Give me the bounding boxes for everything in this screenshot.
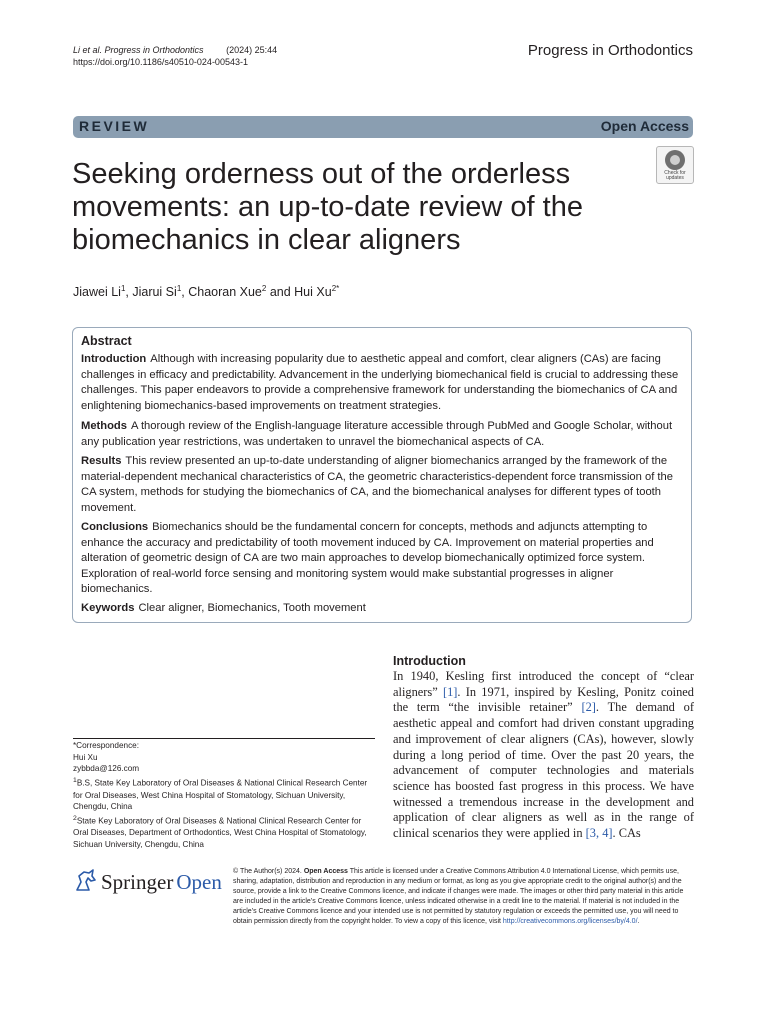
license-text: © The Author(s) 2024. Open Access This article is licensed under a Creative Commons Attribution 4.0 International License, which permits use, sharing, adaptation, distribution and reproduction in any medium or format, as long as you give appropriate credit to the original author(s) and the source, provide a link to the Creative Commons licence, and indicate if changes were made. The images or other third party material in this article are included in the article’s Creative Commons licence, unless indicated otherwise in a credit line to the material. If material is not included in the article’s Creative Commons licence and your intended use is not permitted by statutory regulation or exceeds the permitted use, you will need to obtain permission directly from the copyright holder. To view a copy of this licence, visit http://creativecommons.org/licenses/by/4.0/. <box>233 868 684 925</box>
springer-horse-icon <box>73 868 99 894</box>
badge-line-2: updates <box>666 175 684 181</box>
footnote-divider <box>73 738 375 739</box>
citation-issue: (2024) 25:44 <box>226 45 278 55</box>
abstract-heading: Abstract <box>81 334 132 348</box>
check-for-updates-icon <box>665 150 685 170</box>
publisher-name: Springer <box>101 870 174 894</box>
citation-ref[interactable]: [2] <box>581 700 596 715</box>
abstract-conclusions: Conclusions Biomechanics should be the fundamental concern for concepts, methods and adjuncts attempting to enhance the accuracy and predictability of tooth movement induced by CA. Improvement on material properties and alteration of geometric design of CA are two main approaches to develop biomechanically optimized force system. Exploration of real-world force sensing and monitoring system would make substantial progresses in aligner biomechanics. <box>81 521 654 595</box>
article-title: Seeking orderness out of the orderless movements: an up-to-date review of the biomechanics in clear aligners <box>72 158 583 256</box>
author-name[interactable]: Chaoran Xue <box>188 285 262 300</box>
citation-authors: Li et al. Progress in Orthodontics <box>73 45 204 55</box>
publisher-suffix: Open <box>176 870 222 894</box>
abstract-results: Results This review presented an up-to-date understanding of aligner biomechanics arranged by the framework of the material-dependent mechanical characteristics of CA, the geometric characteristics-dependent force transmission of the CA system, methods for studying the biomechanics of CA, and the biomechanical analyses for different types of tooth movement. <box>81 455 673 514</box>
citation-ref[interactable]: [3, 4] <box>585 826 613 841</box>
open-access-label: Open Access <box>600 118 689 134</box>
author-affil: 2 <box>261 284 267 293</box>
introduction-heading: Introduction <box>393 654 466 668</box>
author-name[interactable]: Jiarui Si <box>132 285 177 300</box>
author-affil: 1 <box>120 284 126 293</box>
author-name[interactable]: Jiawei Li <box>73 285 121 300</box>
introduction-body: In 1940, Kesling first introduced the concept of “clear aligners” [1]. In 1971, inspired by Kesling, Ponitz coined the term “the invisible retainer” [2]. The demand of aesthetic appeal and comfort had driven constant upgrading and improvement of clear aligners (CAs), however, slowly during a long period of time. Over the past 20 years, the advancement of computer technologies and materials science has boosted fast progress in this process. We have witnessed a tremendous increase in the development and application of clear aligners as well as in the range of clinical scenarios they were applied in [3, 4]. CAs <box>393 669 694 841</box>
author-list: Jiawei Li$^1$, Jiarui Si$^1$, Chaoran Xue$^2$ and Hui $Xu^{2*}$ <box>73 284 340 300</box>
author-affil: 2* <box>331 284 340 293</box>
license-link[interactable]: http://creativecommons.org/licenses/by/4.0/ <box>502 918 638 925</box>
abstract-box <box>72 327 692 623</box>
correspondence-email[interactable]: zybbda@126.com <box>73 764 140 774</box>
affiliation-1: $^1$B.S, State Key Laboratory of Oral Diseases & National Clinical Research Center for Oral Diseases, West China Hospital of Stomatology, Sichuan University, Chengdu, China <box>73 777 368 812</box>
abstract-introduction: Introduction Although with increasing popularity due to aesthetic appeal and comfort, clear aligners (CAs) are facing challenges in efficacy and predictability. Advancement in the underlying biomechanical field is crucial to addressing these challenges. This paper endeavors to provide a comprehensive framework for understanding the biomechanics of CA and enlightening biomechanics-based improvements on treatment strategies. <box>81 353 679 412</box>
article-type: REVIEW <box>79 118 150 134</box>
article-type-band <box>73 116 693 138</box>
doi-link[interactable]: https://doi.org/10.1186/s40510-024-00543-1 <box>73 57 248 67</box>
correspondence-name: Hui Xu <box>73 752 98 762</box>
badge-line-1: Check for <box>664 170 686 176</box>
journal-name: Progress in Orthodontics <box>527 42 693 59</box>
abstract-keywords: Keywords Clear aligner, Biomechanics, Tooth movement <box>81 602 366 614</box>
citation-ref[interactable]: [1] <box>442 684 458 699</box>
check-for-updates-badge[interactable] <box>656 146 694 184</box>
citation-line <box>73 44 373 56</box>
correspondence-block <box>73 740 373 851</box>
affiliation-2: $^2$State Key Laboratory of Oral Diseases & National Clinical Research Center for Oral Diseases, Department of Orthodontics, West China Hospital of Stomatology, Sichuan University, Chengdu, China <box>73 814 367 850</box>
author-name[interactable]: Hui Xu <box>294 285 332 300</box>
abstract-methods: Methods A thorough review of the English-language literature accessible through PubMed and Google Scholar, without any publication year restrictions, was undertaken to unravel the biomechanical aspects of CA. <box>81 420 673 448</box>
correspondence-label: *Correspondence: <box>73 741 139 750</box>
author-affil: 1 <box>176 284 182 293</box>
